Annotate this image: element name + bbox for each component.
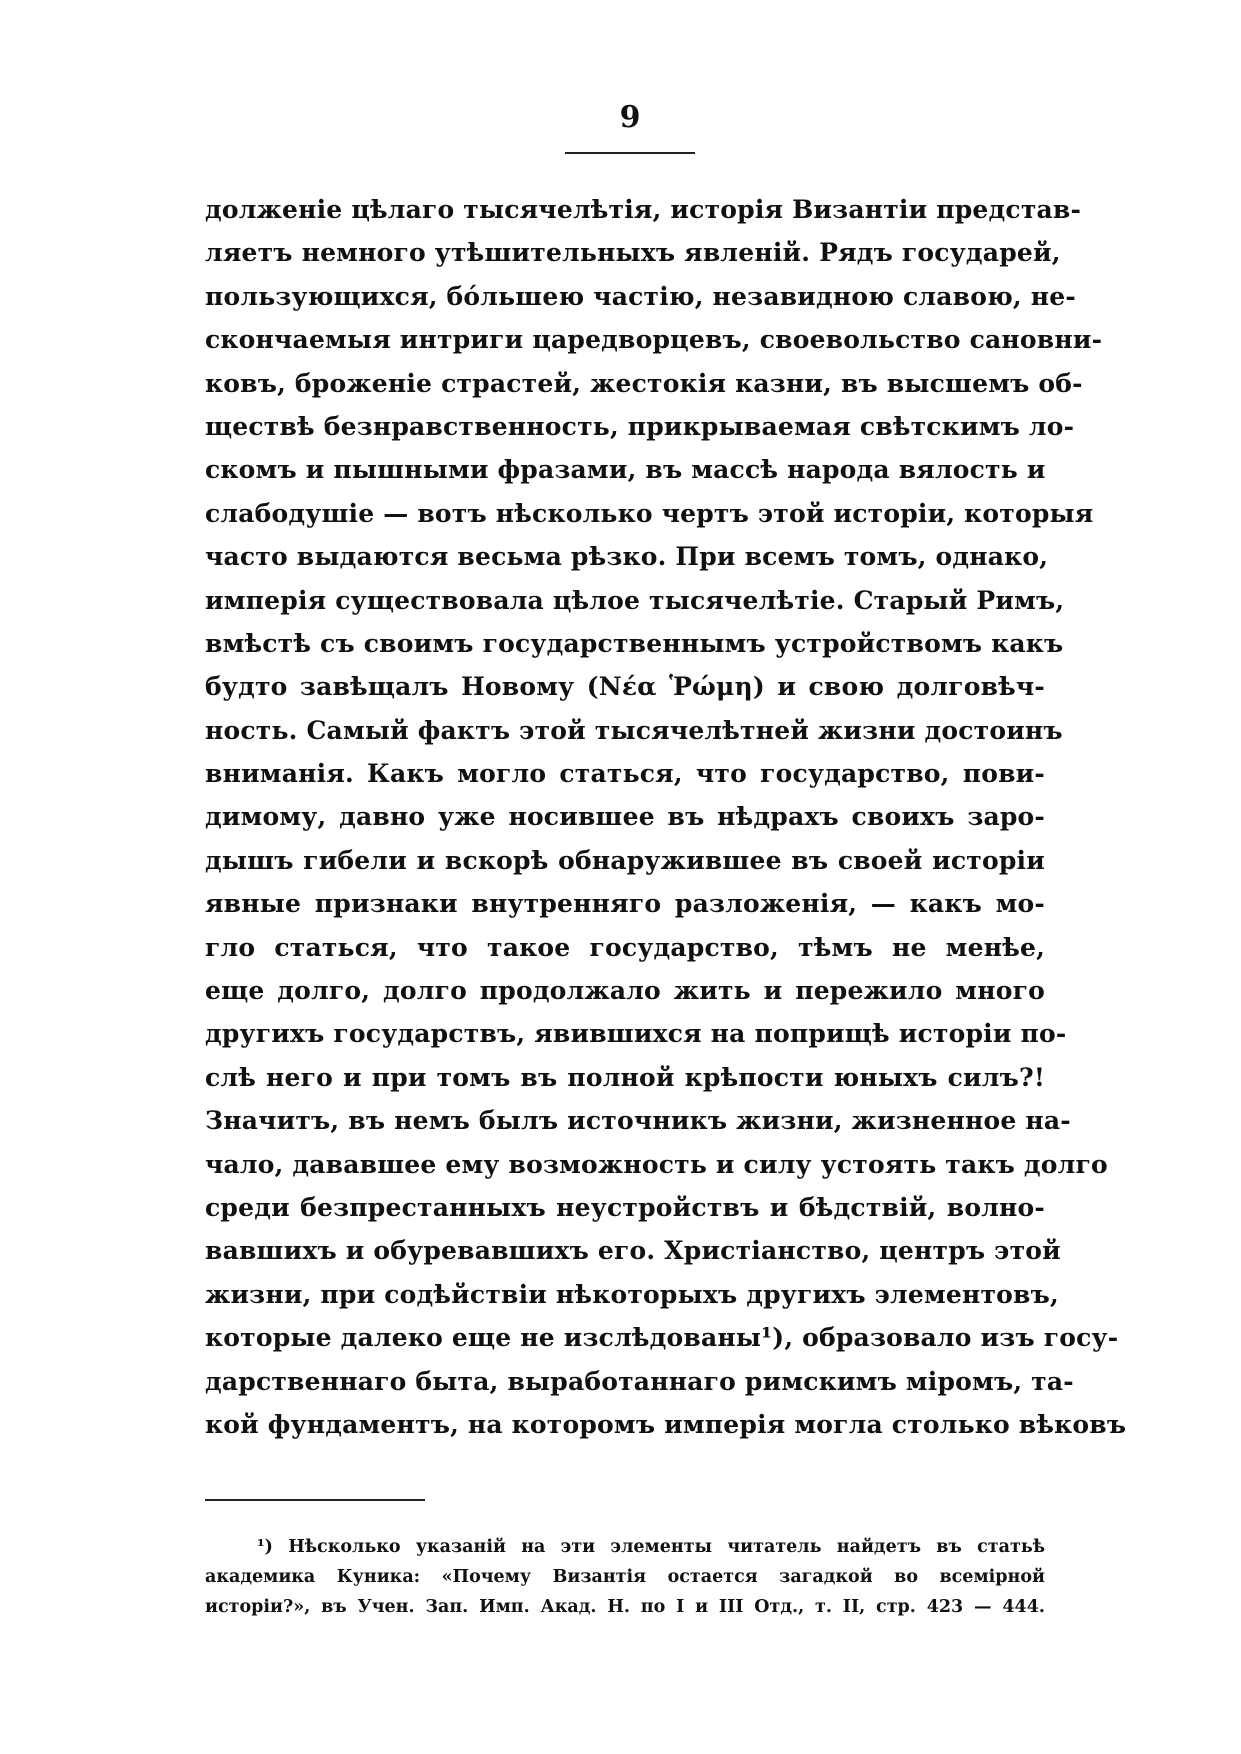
body-line: скомъ и пышными фразами, въ массѣ народа вялость и xyxy=(205,455,1046,485)
body-line: долженіе цѣлаго тысячелѣтія, исторія Византіи представ- xyxy=(205,195,1082,224)
body-line: пользующихся, бóльшею частію, незавидною славою, не- xyxy=(205,281,1076,311)
body-line: слабодушіе — вотъ нѣсколько чертъ этой исторіи, которыя xyxy=(205,498,1094,528)
footnotes xyxy=(205,1532,1045,1622)
body-line: вмѣстѣ съ своимъ государственнымъ устройствомъ какъ xyxy=(205,628,1064,658)
footnote-line: академика Куника: «Почему Византія остается загадкой во всемірной xyxy=(205,1567,1045,1587)
body-line: скончаемыя интриги царедворцевъ, своевольство сановни- xyxy=(205,325,1103,355)
footnote-line: ¹) Нѣсколько указаній на эти элементы читатель найдетъ въ статьѣ xyxy=(257,1537,1045,1557)
body-line: дарственнаго быта, выработаннаго римскимъ міромъ, та- xyxy=(205,1366,1074,1396)
body-line: ляетъ немного утѣшительныхъ явленій. Рядъ государей, xyxy=(205,238,1061,268)
body-line: среди безпрестанныхъ неустройствъ и бѣдствій, волно- xyxy=(205,1192,1045,1222)
body-line: ковъ, броженіе страстей, жестокія казни, въ высшемъ об- xyxy=(205,368,1083,398)
body-line: другихъ государствъ, явившихся на поприщѣ исторіи по- xyxy=(205,1019,1067,1049)
body-text xyxy=(205,188,1127,1446)
page-number: 9 xyxy=(619,100,641,135)
body-line: Значитъ, въ немъ былъ источникъ жизни, жизненное на- xyxy=(205,1106,1071,1136)
body-line: ность. Самый фактъ этой тысячелѣтней жизни достоинъ xyxy=(205,715,1063,745)
body-line: ществѣ безнравственность, прикрываемая свѣтскимъ ло- xyxy=(205,411,1075,441)
body-line: слѣ него и при томъ въ полной крѣпости юныхъ силъ?! xyxy=(205,1062,1045,1092)
body-line: еще долго, долго продолжало жить и пережило много xyxy=(205,976,1045,1006)
header-rule xyxy=(565,152,695,154)
footnote-rule xyxy=(205,1499,425,1501)
body-line: будто завѣщалъ Новому (Νέα Ῥώμη) и свою долговѣч- xyxy=(205,672,1045,702)
body-line: имперія существовала цѣлое тысячелѣтіе. Старый Римъ, xyxy=(205,585,1065,615)
body-line: чало, дававшее ему возможность и силу устоять такъ долго xyxy=(205,1149,1108,1179)
footnote-line: исторіи?», въ Учен. Зап. Имп. Акад. Н. по I и III Отд., т. II, стр. 423 — 444. xyxy=(205,1597,1045,1617)
body-line: димому, давно уже носившее въ нѣдрахъ своихъ заро- xyxy=(205,802,1045,832)
body-line: часто выдаются весьма рѣзко. При всемъ томъ, однако, xyxy=(205,542,1049,572)
body-line: которые далеко еще не изслѣдованы¹), образовало изъ госу- xyxy=(205,1323,1119,1353)
body-line: явные признаки внутренняго разложенія, — какъ мо- xyxy=(205,889,1045,919)
body-line: гло статься, что такое государство, тѣмъ не менѣе, xyxy=(205,932,1045,962)
body-line: дышъ гибели и вскорѣ обнаружившее въ своей исторіи xyxy=(205,845,1045,875)
body-line: кой фундаментъ, на которомъ имперія могла столько вѣковъ xyxy=(205,1409,1127,1439)
body-line: жизни, при содѣйствіи нѣкоторыхъ другихъ элементовъ, xyxy=(205,1279,1059,1309)
body-line: вниманія. Какъ могло статься, что государство, пови- xyxy=(205,759,1045,789)
body-line: вавшихъ и обуревавшихъ его. Христіанство, центръ этой xyxy=(205,1236,1061,1266)
